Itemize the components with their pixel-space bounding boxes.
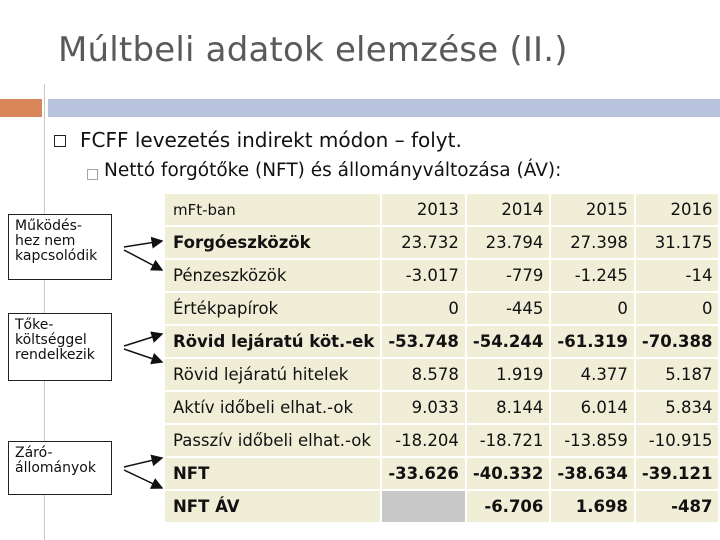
cell-value: -14 (635, 259, 720, 292)
cell-value: -18.721 (466, 424, 551, 457)
cell-value: -779 (466, 259, 551, 292)
row-label: NFT ÁV (164, 490, 381, 523)
arrow-to-penzeszkozok (124, 250, 162, 270)
arrow-to-rovid-koto (124, 334, 162, 346)
cell-value: -18.204 (381, 424, 466, 457)
arrow-to-nft (124, 458, 162, 467)
cell-value: 27.398 (550, 226, 635, 259)
cell-value: -33.626 (381, 457, 466, 490)
year-header: 2013 (381, 193, 466, 226)
row-label: Rövid lejáratú köt.-ek (164, 325, 381, 358)
cell-value: 8.144 (466, 391, 551, 424)
year-header: 2016 (635, 193, 720, 226)
cell-value: 5.834 (635, 391, 720, 424)
cell-value: 8.578 (381, 358, 466, 391)
row-label: Pénzeszközök (164, 259, 381, 292)
cell-value: 4.377 (550, 358, 635, 391)
row-label: Passzív időbeli elhat.-ok (164, 424, 381, 457)
cell-value: 9.033 (381, 391, 466, 424)
unit-label: mFt-ban (164, 193, 381, 226)
bullet-level2-text: Nettó forgótőke (NFT) és állományváltozása (ÁV): (104, 160, 562, 181)
table-row (164, 292, 719, 325)
cell-value: 1.698 (550, 490, 635, 523)
row-label: Forgóeszközök (164, 226, 381, 259)
table-row (164, 490, 719, 523)
table-header-row (164, 193, 719, 226)
bullet-level1-text: FCFF levezetés indirekt módon – folyt. (80, 128, 462, 152)
annotation-box-cost-of-capital: Tőke- költséggel rendelkezik (8, 313, 112, 381)
row-label: NFT (164, 457, 381, 490)
slide-title: Múltbeli adatok elemzése (II.) (58, 30, 568, 70)
cell-value: -1.245 (550, 259, 635, 292)
annotation-box-non-operating: Működés- hez nem kapcsolódik (8, 214, 112, 280)
cell-value: -54.244 (466, 325, 551, 358)
cell-value: -70.388 (635, 325, 720, 358)
cell-value: 1.919 (466, 358, 551, 391)
nft-table (163, 192, 720, 524)
cell-value: 31.175 (635, 226, 720, 259)
cell-value: -487 (635, 490, 720, 523)
row-label: Értékpapírok (164, 292, 381, 325)
cell-value: -445 (466, 292, 551, 325)
table-row (164, 358, 719, 391)
table-row (164, 259, 719, 292)
table-row (164, 391, 719, 424)
cell-value: -39.121 (635, 457, 720, 490)
year-header: 2015 (550, 193, 635, 226)
cell-value: -10.915 (635, 424, 720, 457)
cell-value: 23.732 (381, 226, 466, 259)
cell-value: -13.859 (550, 424, 635, 457)
cell-value: -38.634 (550, 457, 635, 490)
cell-value: 0 (381, 292, 466, 325)
row-label: Rövid lejáratú hitelek (164, 358, 381, 391)
cell-value: 0 (550, 292, 635, 325)
arrow-to-forgoeszkozok (124, 241, 162, 247)
arrow-to-nft-av (124, 470, 162, 488)
table-row (164, 325, 719, 358)
arrow-to-rovid-hitelek (124, 349, 162, 362)
cell-value: 6.014 (550, 391, 635, 424)
year-header: 2014 (466, 193, 551, 226)
annotation-box-closing-balances: Záró- állományok (8, 441, 112, 495)
table-row (164, 424, 719, 457)
square-bullet-small-icon: □ (86, 166, 100, 182)
table-row (164, 457, 719, 490)
cell-value: -6.706 (466, 490, 551, 523)
cell-value: 0 (635, 292, 720, 325)
cell-value: -61.319 (550, 325, 635, 358)
cell-value: -40.332 (466, 457, 551, 490)
cell-value: -53.748 (381, 325, 466, 358)
cell-value: 23.794 (466, 226, 551, 259)
table-row (164, 226, 719, 259)
row-label: Aktív időbeli elhat.-ok (164, 391, 381, 424)
cell-value: 5.187 (635, 358, 720, 391)
cell-value: -3.017 (381, 259, 466, 292)
cell-value-empty (381, 490, 466, 523)
